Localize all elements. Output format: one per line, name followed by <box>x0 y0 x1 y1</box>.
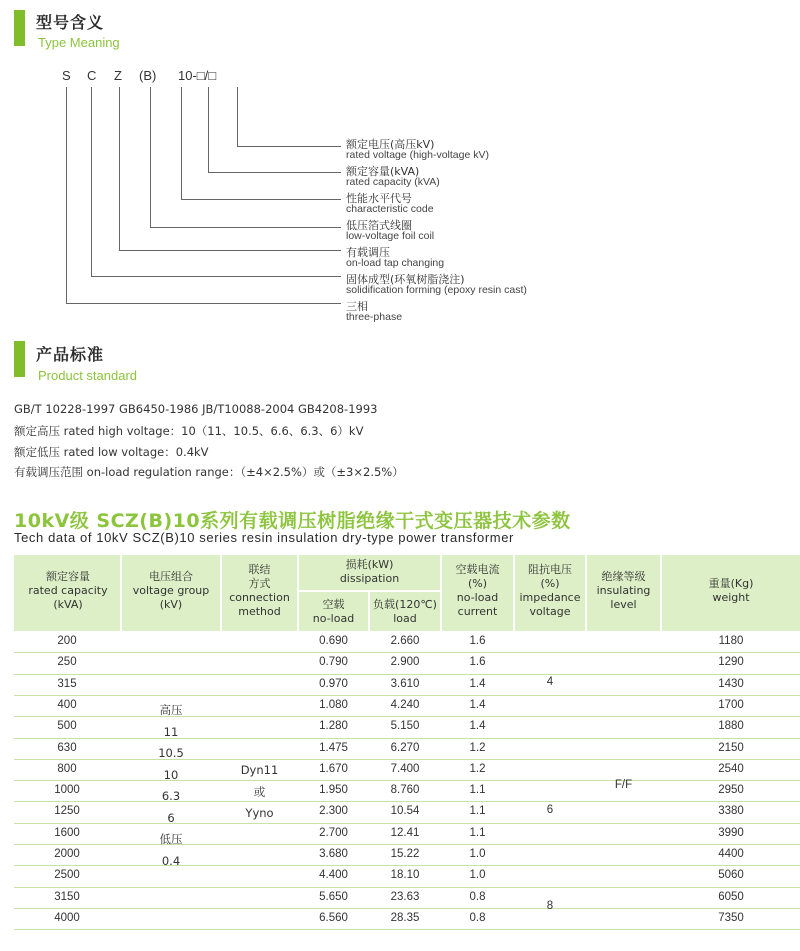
cell-weight: 1180 <box>718 635 744 647</box>
cell-capacity: 800 <box>57 762 77 775</box>
cell-no-load: 5.650 <box>319 890 348 903</box>
label-tap-changing-cn: 有载调压 <box>346 246 390 259</box>
leader-line <box>237 87 238 146</box>
cell-capacity: 4000 <box>54 911 80 924</box>
regulation-range-line: 有载调压范围 on-load regulation range：（±4×2.5%）或（±3×2.5%） <box>14 465 404 479</box>
leader-line <box>119 87 120 250</box>
cell-capacity: 315 <box>57 677 77 690</box>
cell-load: 7.400 <box>390 762 420 775</box>
cell-no-load-current: 0.8 <box>469 911 486 924</box>
cell-no-load: 1.475 <box>319 741 348 754</box>
cell-weight: 2150 <box>718 741 744 754</box>
leader-line <box>237 146 341 147</box>
impedance-group-8: 8 <box>546 900 554 912</box>
cell-no-load-current: 1.1 <box>469 826 486 839</box>
cell-capacity: 3150 <box>54 890 80 903</box>
header-capacity: 额定容量 rated capacity (kVA) <box>28 570 108 611</box>
cell-load: 5.150 <box>390 720 420 733</box>
connection-cell: Dyn11 或 Yyno <box>240 763 279 820</box>
cell-no-load: 6.560 <box>319 911 348 924</box>
cell-no-load: 1.080 <box>319 698 348 711</box>
cell-capacity: 2000 <box>54 848 80 860</box>
row-divider <box>14 929 800 930</box>
cell-load: 28.35 <box>390 911 420 924</box>
cell-no-load: 3.680 <box>319 848 348 860</box>
cell-no-load: 0.690 <box>319 635 348 647</box>
label-characteristic-cn: 性能水平代号 <box>346 192 412 205</box>
cell-capacity: 200 <box>57 635 77 647</box>
insulating-cell: F/F <box>614 779 633 791</box>
cell-no-load-current: 1.0 <box>469 848 486 860</box>
cell-weight: 3990 <box>718 826 744 839</box>
rated-high-voltage-line: 额定高压 rated high voltage：10（11、10.5、6.6、6.3、6）kV <box>14 424 364 438</box>
product-standard-subtitle: Product standard <box>38 368 138 383</box>
cell-capacity: 1250 <box>54 805 80 818</box>
cell-load: 2.900 <box>390 656 420 669</box>
cell-no-load-current: 1.2 <box>469 762 486 775</box>
cell-weight: 1290 <box>718 656 744 669</box>
leader-line <box>91 276 341 277</box>
standards-line: GB/T 10228-1997 GB6450-1986 JB/T10088-2004 GB4208-1993 <box>14 402 378 416</box>
header-no-load: 空载 no-load <box>312 598 355 625</box>
leader-line <box>181 87 182 199</box>
leader-line <box>119 250 341 251</box>
cell-weight: 7350 <box>718 911 744 924</box>
row-divider <box>14 908 800 909</box>
section-marker <box>14 341 25 377</box>
code-char-c: C <box>87 68 97 83</box>
cell-no-load-current: 1.6 <box>469 656 486 669</box>
cell-no-load-current: 1.4 <box>469 720 486 733</box>
cell-no-load: 1.280 <box>319 720 348 733</box>
leader-line <box>208 172 341 173</box>
cell-no-load: 4.400 <box>319 869 348 882</box>
leader-line <box>181 199 341 200</box>
row-divider <box>14 887 800 888</box>
cell-weight: 5060 <box>718 869 744 882</box>
section-marker <box>14 10 25 46</box>
header-dissipation: 损耗(kW) dissipation <box>339 558 400 585</box>
cell-load: 10.54 <box>390 805 420 818</box>
cell-no-load: 1.950 <box>319 784 348 797</box>
header-impedance: 阻抗电压 (%) impedance voltage <box>519 563 581 618</box>
cell-weight: 1700 <box>718 698 744 711</box>
cell-capacity: 1600 <box>54 826 80 839</box>
cell-no-load: 0.970 <box>319 677 348 690</box>
cell-weight: 1430 <box>718 677 744 690</box>
label-three-phase-en: three-phase <box>346 311 403 323</box>
cell-capacity: 250 <box>57 656 77 669</box>
cell-capacity: 1000 <box>54 784 80 797</box>
header-insulating: 绝缘等级 insulating level <box>596 570 651 611</box>
cell-no-load-current: 1.4 <box>469 698 486 711</box>
cell-capacity: 2500 <box>54 869 80 882</box>
label-foil-coil-en: low-voltage foil coil <box>346 230 435 242</box>
leader-line <box>91 87 92 276</box>
code-char-s: S <box>62 68 71 83</box>
cell-load: 15.22 <box>390 848 420 860</box>
cell-load: 23.63 <box>390 890 420 903</box>
cell-no-load-current: 0.8 <box>469 890 486 903</box>
row-divider <box>14 674 800 675</box>
cell-weight: 2540 <box>718 762 744 775</box>
leader-line <box>66 87 67 303</box>
product-standard-title: 产品标准 <box>36 345 105 364</box>
cell-load: 18.10 <box>390 869 420 882</box>
label-rated-voltage-cn: 额定电压(高压kV) <box>346 138 435 151</box>
header-weight: 重量(Kg) weight <box>708 577 754 604</box>
header-no-load-current: 空载电流 (%) no-load current <box>455 563 500 618</box>
label-three-phase-cn: 三相 <box>346 300 368 313</box>
cell-no-load: 2.300 <box>319 805 348 818</box>
row-divider <box>14 652 800 653</box>
cell-no-load-current: 1.6 <box>469 635 486 647</box>
leader-line <box>208 87 209 172</box>
cell-no-load-current: 1.2 <box>469 741 486 754</box>
header-voltage-group: 电压组合 voltage group (kV) <box>132 570 210 611</box>
cell-capacity: 500 <box>57 720 77 733</box>
label-solidification-cn: 固体成型(环氧树脂浇注) <box>346 273 465 286</box>
cell-no-load: 2.700 <box>319 826 348 839</box>
cell-load: 8.760 <box>390 784 420 797</box>
tech-data-subtitle: Tech data of 10kV SCZ(B)10 series resin insulation dry-type power transformer <box>14 530 514 545</box>
label-characteristic-en: characteristic code <box>346 203 434 215</box>
cell-weight: 6050 <box>718 890 744 903</box>
cell-no-load-current: 1.0 <box>469 869 486 882</box>
cell-no-load-current: 1.4 <box>469 677 486 690</box>
cell-no-load: 1.670 <box>319 762 348 775</box>
cell-weight: 1880 <box>718 720 744 733</box>
cell-no-load: 0.790 <box>319 656 348 669</box>
leader-line <box>150 227 341 228</box>
cell-no-load-current: 1.1 <box>469 805 486 818</box>
rated-low-voltage-line: 额定低压 rated low voltage：0.4kV <box>14 445 209 459</box>
label-foil-coil-cn: 低压箔式线圈 <box>346 219 412 232</box>
label-tap-changing-en: on-load tap changing <box>346 257 445 269</box>
header-connection: 联结 方式 connection method <box>229 563 290 618</box>
cell-load: 6.270 <box>390 741 420 754</box>
cell-load: 2.660 <box>390 635 420 647</box>
cell-load: 3.610 <box>390 677 420 690</box>
code-char-z: Z <box>114 68 122 83</box>
cell-weight: 4400 <box>718 848 744 860</box>
header-load: 负载(120℃) load <box>373 598 437 625</box>
leader-line <box>150 87 151 227</box>
type-meaning-title: 型号含义 <box>36 13 105 32</box>
label-rated-voltage-en: rated voltage (high-voltage kV) <box>346 149 489 161</box>
cell-weight: 3380 <box>718 805 744 818</box>
code-char-rating: 10-□/□ <box>178 68 217 83</box>
cell-load: 12.41 <box>390 826 420 839</box>
cell-capacity: 400 <box>57 698 77 711</box>
impedance-group-6: 6 <box>546 804 554 816</box>
cell-load: 4.240 <box>390 698 420 711</box>
type-meaning-subtitle: Type Meaning <box>38 35 120 50</box>
tech-data-title: 10kV级 SCZ(B)10系列有载调压树脂绝缘干式变压器技术参数 <box>14 510 571 532</box>
voltage-group-cell: 高压 11 10.5 10 6.3 6 低压 0.4 <box>158 703 184 868</box>
cell-capacity: 630 <box>57 741 77 754</box>
code-char-b: (B) <box>139 68 157 83</box>
cell-weight: 2950 <box>718 784 744 797</box>
label-rated-capacity-cn: 额定容量(kVA) <box>346 165 420 178</box>
leader-line <box>66 303 341 304</box>
label-rated-capacity-en: rated capacity (kVA) <box>346 176 440 188</box>
cell-no-load-current: 1.1 <box>469 784 486 797</box>
row-divider <box>14 695 800 696</box>
impedance-group-4: 4 <box>546 676 554 688</box>
label-solidification-en: solidification forming (epoxy resin cast) <box>346 284 527 296</box>
